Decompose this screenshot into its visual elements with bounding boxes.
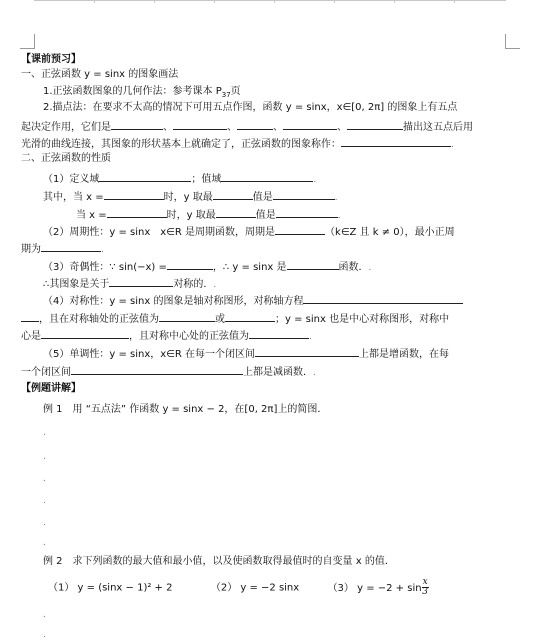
subproblem-1: （1） y = (sinx − 1)² + 2 bbox=[48, 582, 173, 594]
corner-mark-left bbox=[20, 34, 35, 49]
blank-line-marker: . bbox=[43, 428, 46, 438]
property-parity-symmetry: ∴其图象是关于 对称的．. bbox=[43, 276, 216, 291]
example-2: 例 2 求下列函数的最大值和最小值，以及使函数取得最值时的自变量 x 的值． bbox=[43, 556, 395, 567]
property-monotonicity-a: （5）单调性：y = sinx，x∈R 在每一个闭区间 上都是增函数，在每 bbox=[43, 346, 449, 361]
property-parity: （3）奇偶性：∵ sin(−x) = ，∴ y = sinx 是 函数．. bbox=[43, 259, 371, 274]
property-monotonicity-b: 一个闭区间 上都是减函数．. bbox=[21, 364, 316, 379]
property-min-period: 期为 . bbox=[21, 241, 104, 256]
heading-sine-properties: 二、正弦函数的性质 bbox=[21, 153, 111, 164]
blank-line-marker: . bbox=[43, 610, 46, 620]
example-1: 例 1 用 “五点法” 作函数 y = sinx − 2，在[0, 2π]上的简图． bbox=[43, 404, 328, 415]
section-heading-examples: 【例题讲解】 bbox=[21, 383, 81, 394]
property-min-case: 当 x = 时，y 取最 值是 . bbox=[76, 207, 341, 222]
blank-line-marker: . bbox=[43, 538, 46, 548]
section-heading-preview: 【课前预习】 bbox=[21, 54, 81, 65]
blank-line-marker: . bbox=[43, 474, 46, 484]
heading-sine-graph-method: 一、正弦函数 y = sinx 的图象画法 bbox=[21, 69, 179, 80]
paragraph-geometric-method: 1.正弦函数图象的几何作法：参考课本 $P_{37}$页 bbox=[43, 86, 241, 99]
property-domain-range: （1）定义域 ；值域 . bbox=[43, 171, 316, 186]
top-ruler bbox=[34, 0, 506, 7]
paragraph-five-point-a: 2.描点法：在要求不太高的情况下可用五点作图，函数 y = sinx，x∈[0, 2π] 的图象上有五点 bbox=[43, 102, 458, 113]
fraction-x-over-3: $\frac{x}{3}$ bbox=[422, 577, 428, 597]
property-periodicity: （2）周期性：y = sinx x∈R 是周期函数，周期是 （k∈Z 且 k ≠ 0），最小正周 bbox=[43, 224, 455, 239]
property-symmetry-b: ，且在对称轴处的正弦值为 或 ；y = sinx 也是中心对称图形，对称中 bbox=[21, 311, 449, 326]
blank-line-marker: . bbox=[43, 518, 46, 528]
paragraph-five-point-c: 光滑的曲线连接，其图象的形状基本上就确定了，正弦函数的图象称作： . bbox=[21, 136, 454, 151]
example-2-subproblems bbox=[48, 578, 429, 597]
blank-line-marker: . bbox=[43, 496, 46, 506]
blank-line-marker: . bbox=[43, 630, 46, 640]
subproblem-2: （2） y = −2 sinx bbox=[210, 582, 300, 594]
property-symmetry-a: （4）对称性：y = sinx 的图象是轴对称图形，对称轴方程 bbox=[43, 293, 463, 308]
blank-line-marker: . bbox=[43, 452, 46, 462]
subproblem-3: （3） y = −2 + sin $\frac{x}{3}$ bbox=[327, 577, 428, 597]
paragraph-five-point-b: 起决定作用，它们是 、 、 、 、 描出这五点后用 bbox=[21, 119, 473, 134]
property-symmetry-c: 心是 ，且对称中心处的正弦值为 . bbox=[21, 328, 312, 343]
property-max-case: 其中，当 x = 时，y 取最 值是 . bbox=[43, 189, 338, 204]
corner-mark-right bbox=[505, 34, 520, 49]
